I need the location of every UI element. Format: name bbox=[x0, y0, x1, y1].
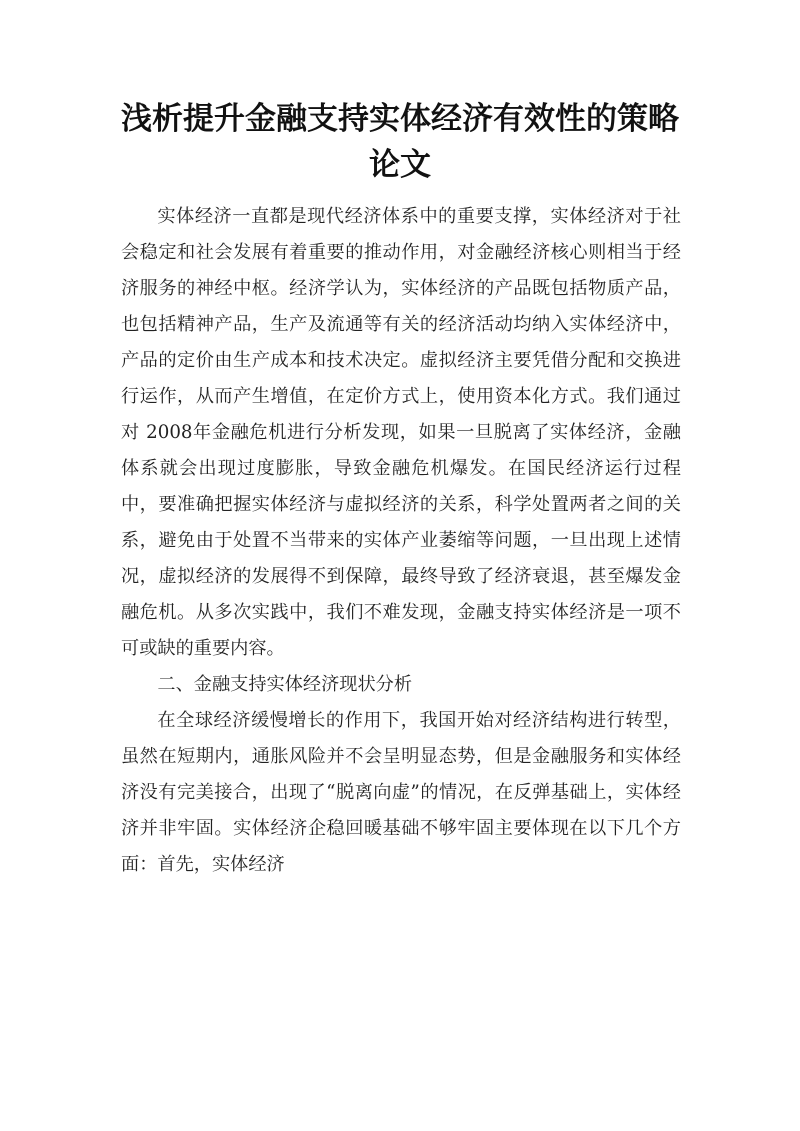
document-title-line-1: 浅析提升金融支持实体经济有效性的策略 bbox=[121, 101, 679, 137]
document-title-line-2: 论文 bbox=[369, 147, 431, 183]
section-2-paragraph-1: 在全球经济缓慢增长的作用下，我国开始对经济结构进行转型，虽然在短期内，通胀风险并不会呈明显态势，但是金融服务和实体经济没有完美接合，出现了“脱离向虚”的情况，在反弹基础上，实体经济并非牢固。实体经济企稳回暖基础不够牢固主要体现在以下几个方面：首先，实体经济 bbox=[121, 710, 681, 875]
intro-paragraph: 实体经济一直都是现代经济体系中的重要支撑，实体经济对于社会稳定和社会发展有着重要的推动作用，对金融经济核心则相当于经济服务的神经中枢。经济学认为，实体经济的产品既包括物质产品，也包括精神产品，生产及流通等有关的经济活动均纳入实体经济中，产品的定价由生产成本和技术决定。虚拟经济主要凭借分配和交换进行运作，从而产生增值，在定价方式上，使用资本化方式。我们通过对 2008年金融危机进行分析发现，如果一旦脱离了实体经济，金融体系就会出现过度膨胀，导致金融危机爆发。在国民经济运行过程中，要准确把握实体经济与虚拟经济的关系，科学处置两者之间的关系，避免由于处置不当带来的实体产业萎缩等问题，一旦出现上述情况，虚拟经济的发展得不到保障，最终导致了经济衰退，甚至爆发金融危机。从多次实践中，我们不难发现，金融支持实体经济是一项不可或缺的重要内容。 bbox=[121, 206, 681, 659]
document-body bbox=[121, 199, 681, 883]
section-heading-2: 二、金融支持实体经济现状分析 bbox=[157, 674, 413, 695]
